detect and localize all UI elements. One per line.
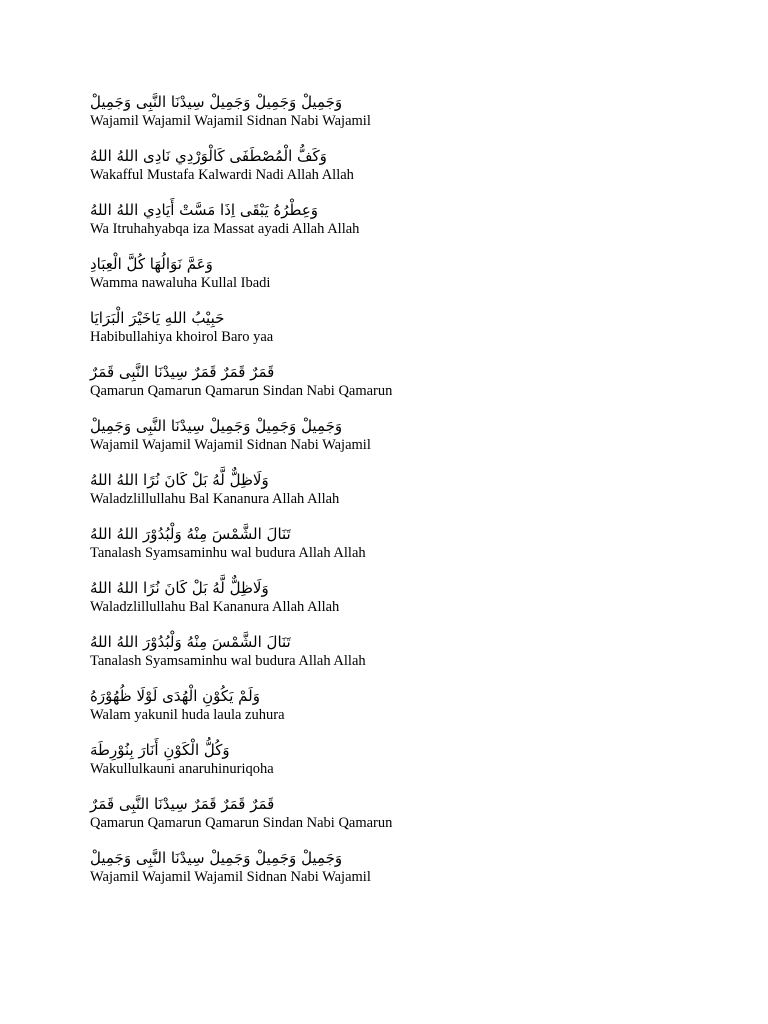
verse-arabic: تَنَالَ الشَّمْسَ مِنْهُ وَلْبُدُوْرَ اللهُ اللهُ [90, 633, 291, 651]
verse-arabic: وَجَمِيلْ وَجَمِيلْ وَجَمِيلْ سِيدْنَا النَّبِى وَجَمِيلْ [90, 93, 343, 111]
verse-transliteration: Qamarun Qamarun Qamarun Sindan Nabi Qamarun [90, 383, 393, 399]
verse-transliteration: Wajamil Wajamil Wajamil Sidnan Nabi Wajamil [90, 113, 371, 129]
verse-5 [90, 306, 690, 360]
verse-13 [90, 738, 690, 792]
verse-6 [90, 360, 690, 414]
verse-arabic: وَجَمِيلْ وَجَمِيلْ وَجَمِيلْ سِيدْنَا النَّبِى وَجَمِيلْ [90, 417, 343, 435]
verse-arabic: قَمَرٌ قَمَرٌ قَمَرٌ سِيدْنَا النَّبِى قَمَرٌ [90, 363, 275, 381]
verse-arabic: قَمَرٌ قَمَرٌ قَمَرٌ سِيدْنَا النَّبِى قَمَرٌ [90, 795, 275, 813]
verse-transliteration: Tanalash Syamsaminhu wal budura Allah Allah [90, 545, 366, 561]
verse-transliteration: Wa Itruhahyabqa iza Massat ayadi Allah Allah [90, 221, 360, 237]
verse-7 [90, 414, 690, 468]
verse-transliteration: Walam yakunil huda laula zuhura [90, 707, 285, 723]
verse-arabic: تَنَالَ الشَّمْسَ مِنْهُ وَلْبُدُوْرَ اللهُ اللهُ [90, 525, 291, 543]
verse-arabic: حَبِيْبُ اللهِ يَاخَيْرَ الْبَرَايَا [90, 309, 225, 327]
verse-10 [90, 576, 690, 630]
verse-1 [90, 90, 690, 144]
verse-9 [90, 522, 690, 576]
verse-transliteration: Wajamil Wajamil Wajamil Sidnan Nabi Wajamil [90, 437, 371, 453]
verse-11 [90, 630, 690, 684]
verse-transliteration: Wajamil Wajamil Wajamil Sidnan Nabi Wajamil [90, 869, 371, 885]
verse-arabic: وَلَاظِلٌّ لَّهُ بَلْ كَانَ نُرًا اللهُ اللهُ [90, 471, 269, 489]
verse-3 [90, 198, 690, 252]
verse-transliteration: Qamarun Qamarun Qamarun Sindan Nabi Qamarun [90, 815, 393, 831]
verse-transliteration: Waladzlillullahu Bal Kananura Allah Allah [90, 599, 340, 615]
verse-transliteration: Waladzlillullahu Bal Kananura Allah Allah [90, 491, 340, 507]
verse-arabic: وَكَفُّ الْمُصْطَفَى كَالْوَرْدِي نَادِى اللهُ اللهُ [90, 147, 327, 165]
verse-arabic: وَعَمَّ نَوَالُهَا كُلَّ الْعِبَادِ [90, 255, 213, 273]
verse-arabic: وَجَمِيلْ وَجَمِيلْ وَجَمِيلْ سِيدْنَا النَّبِى وَجَمِيلْ [90, 849, 343, 867]
verse-arabic: وَلَمْ يَكُوْنِ الْهُدَى لَوْلَا ظُهُوْرَهُ [90, 687, 260, 705]
verse-arabic: وَلَاظِلٌّ لَّهُ بَلْ كَانَ نُرًا اللهُ اللهُ [90, 579, 269, 597]
verse-15 [90, 846, 690, 900]
verse-transliteration: Tanalash Syamsaminhu wal budura Allah Allah [90, 653, 366, 669]
verse-2 [90, 144, 690, 198]
verse-transliteration: Habibullahiya khoirol Baro yaa [90, 329, 274, 345]
verse-arabic: وَكُلُّ الْكَوْنِ أَنَارَ بِنُوْرِطَهَ [90, 741, 230, 759]
verse-transliteration: Wamma nawaluha Kullal Ibadi [90, 275, 271, 291]
verse-transliteration: Wakafful Mustafa Kalwardi Nadi Allah Allah [90, 167, 354, 183]
verse-4 [90, 252, 690, 306]
verse-12 [90, 684, 690, 738]
verse-8 [90, 468, 690, 522]
verse-list [90, 90, 690, 900]
verse-14 [90, 792, 690, 846]
verse-transliteration: Wakullulkauni anaruhinuriqoha [90, 761, 274, 777]
verse-arabic: وَعِطْرُهُ يَبْقَى اِذَا مَسَّتْ أَيَادِي اللهُ اللهُ [90, 201, 319, 219]
